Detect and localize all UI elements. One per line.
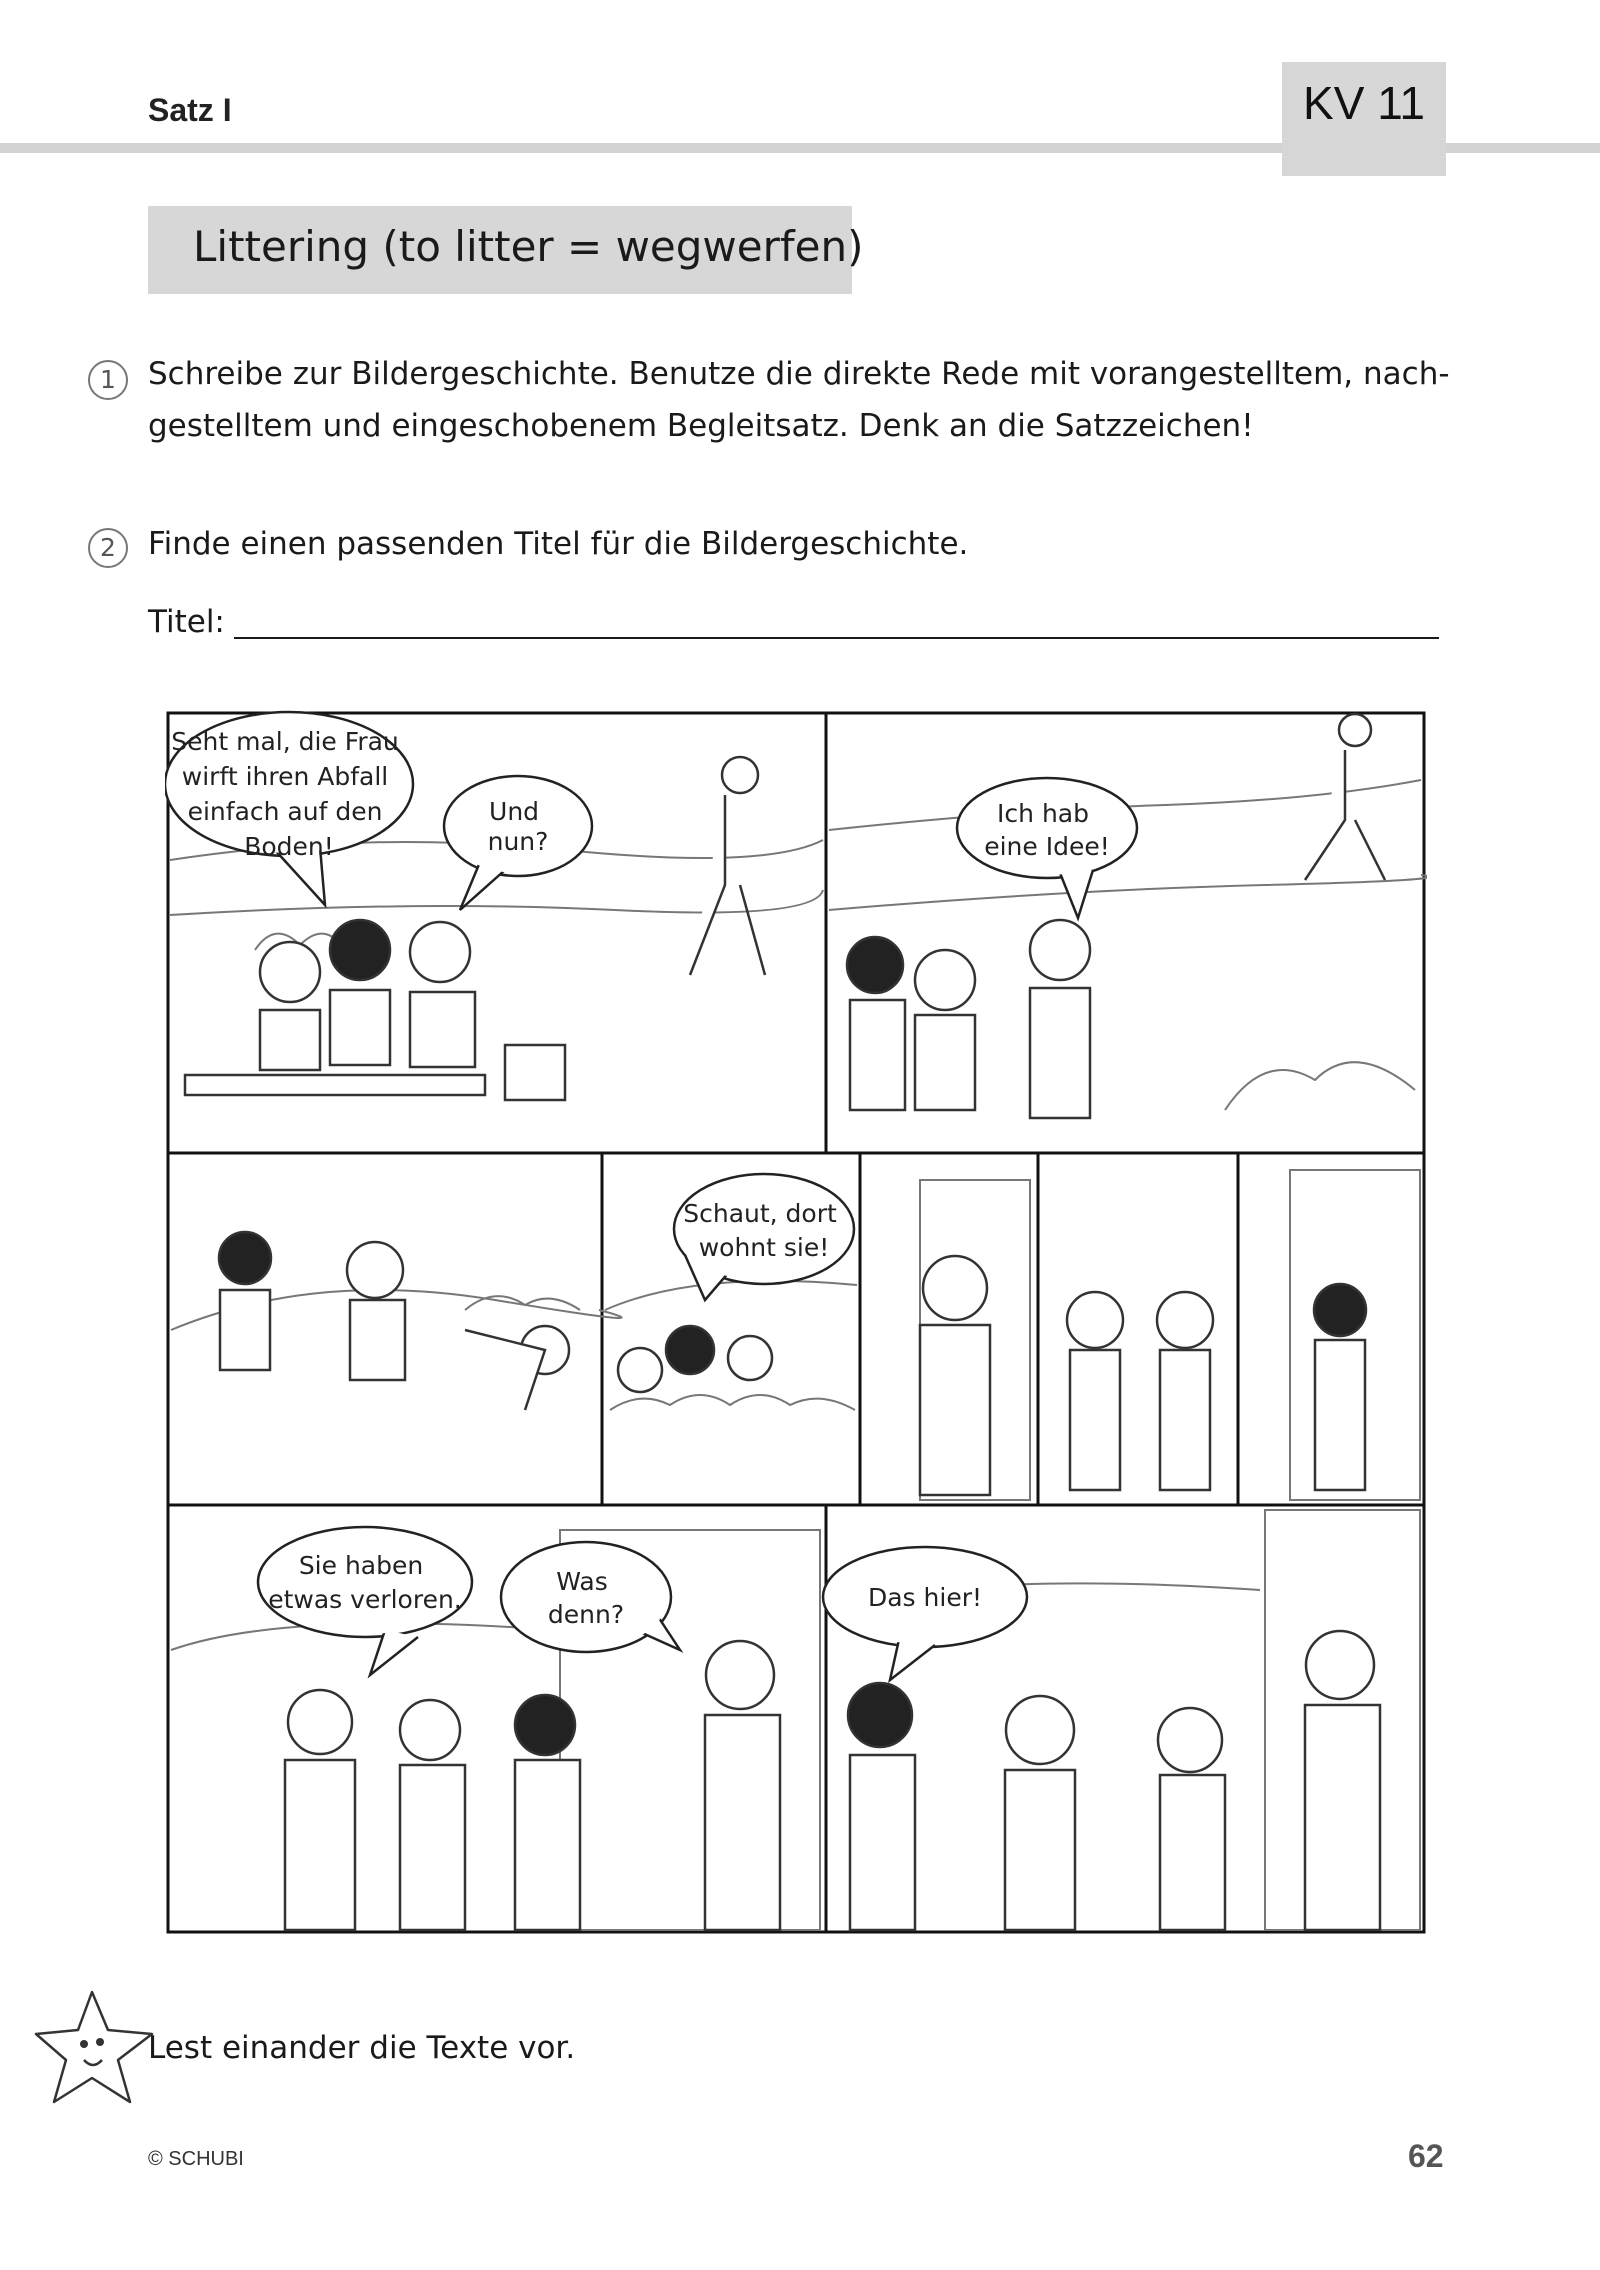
task-1-line-1: Schreibe zur Bildergeschichte. Benutze die direkte Rede mit vorangestelltem, nach- (148, 356, 1450, 392)
section-label: Satz I (148, 92, 232, 128)
copyright: © SCHUBI (148, 2148, 244, 2170)
worksheet-code: KV 11 (1303, 77, 1425, 129)
bubble-1-line-4: Boden! (244, 832, 334, 861)
bubble-2-line-2: nun? (487, 827, 549, 856)
title-field-label: Titel: (148, 604, 225, 640)
bubble-1-line-3: einfach auf den (187, 797, 383, 826)
bubble-2-line-1: Und (489, 797, 540, 826)
task-1-number: 1 (88, 360, 128, 400)
title-field-line[interactable] (234, 637, 1439, 639)
bubble-4-line-1: Schaut, dort (683, 1199, 837, 1228)
svg-text:Und nun? (488, 797, 549, 856)
task-2-number: 2 (88, 528, 128, 568)
svg-text:Das hier! (868, 1583, 982, 1612)
bubble-1-line-2: wirft ihren Abfall (181, 762, 389, 791)
bubble-5-line-1: Sie haben (298, 1551, 424, 1580)
bubble-1-line-1: Seht mal, die Frau (171, 727, 399, 756)
comic-characters (185, 714, 1385, 1930)
bubble-3-line-2: eine Idee! (984, 832, 1110, 861)
task-1-line-2: gestelltem und eingeschobenem Begleitsatz. Denk an die Satzzeichen! (148, 408, 1254, 444)
star-mascot-icon (30, 1986, 160, 2111)
page-title: Littering (to litter = wegwerfen) (193, 222, 864, 271)
bubble-6-line-2: denn? (547, 1600, 625, 1629)
comic-strip (165, 710, 1427, 1935)
bubble-7-line-1: Das hier! (867, 1583, 983, 1612)
bubble-3-line-1: Ich hab (997, 799, 1089, 828)
task-2-line-1: Finde einen passenden Titel für die Bildergeschichte. (148, 526, 969, 562)
bubble-5-line-2: etwas verloren. (268, 1585, 462, 1614)
page-number: 62 (1408, 2138, 1444, 2174)
bubble-4-line-2: wohnt sie! (698, 1233, 830, 1262)
partner-reading-task: Lest einander die Texte vor. (148, 2030, 576, 2066)
bubble-6-line-1: Was (556, 1567, 608, 1596)
